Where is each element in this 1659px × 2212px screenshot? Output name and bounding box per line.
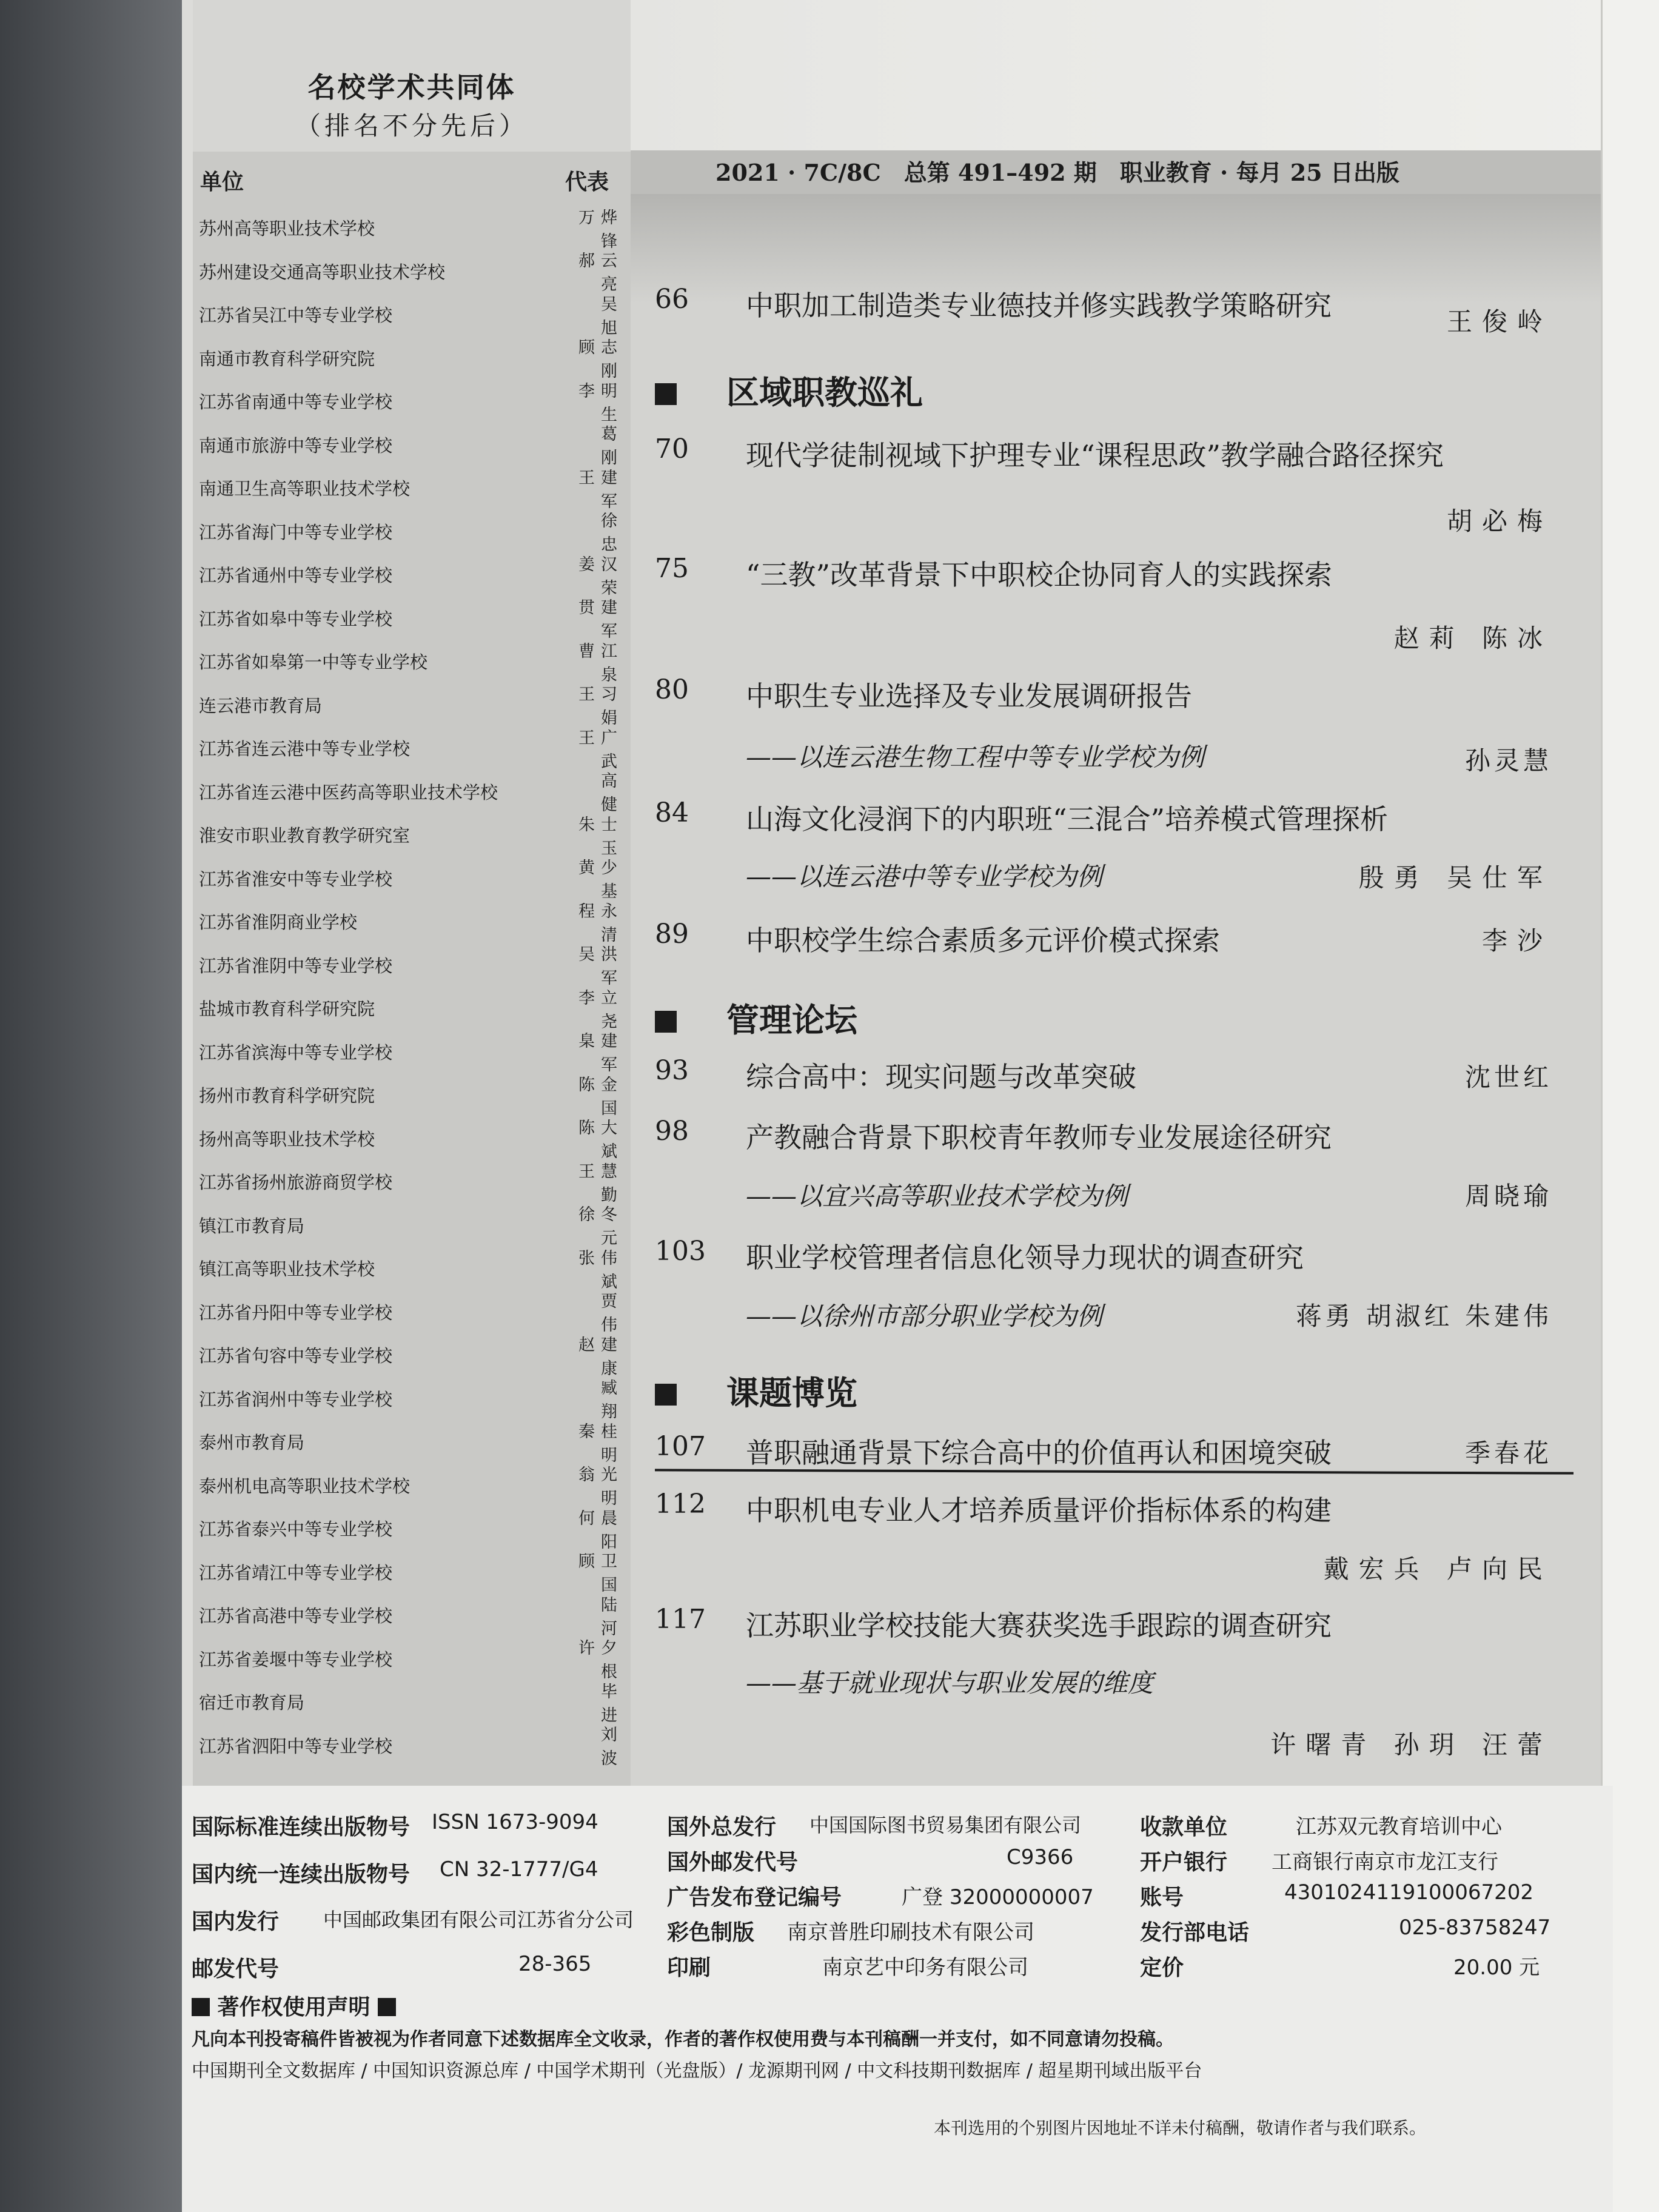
overseas-code-label: 国外邮发代号 [667,1850,799,1875]
page-number: 80 [655,674,689,705]
member-unit: 江苏省如皋中等专业学校 [199,608,393,629]
member-unit: 江苏省淮阴中等专业学校 [199,955,393,976]
payee-label: 收款单位 [1140,1815,1228,1840]
member-row [199,597,623,640]
member-unit: 江苏省连云港中医药高等职业技术学校 [199,782,498,803]
member-row [199,900,623,943]
article-title: 中职机电专业人才培养质量评价指标体系的构建 [746,1494,1332,1527]
member-unit: 江苏省扬州旅游商贸学校 [199,1172,393,1193]
article-subtitle: ——基于就业现状与职业发展的维度 [746,1668,1154,1698]
member-subtitle: （排名不分先后） [295,111,528,141]
section-square-icon [655,1384,677,1406]
article-author: 李沙 [1481,926,1552,956]
member-row [199,1073,623,1117]
member-unit: 苏州高等职业技术学校 [199,218,375,240]
ad-value: 广登 32000000007 [902,1885,1094,1909]
member-rep: 张伟斌 [578,1248,623,1292]
member-row [199,1030,623,1074]
copyright-heading [192,1990,396,2021]
page-number: 117 [655,1604,706,1635]
member-rep: 李立尧 [578,988,623,1031]
article-title: 江苏职业学校技能大赛获奖选手跟踪的调查研究 [746,1609,1332,1642]
member-row [199,1507,623,1550]
page-number: 112 [655,1489,706,1520]
print-label: 印刷 [667,1956,711,1980]
member-rep: 万烨锋 [578,208,623,251]
article-author: 赵莉 陈冰 [1393,623,1552,653]
member-unit: 江苏省润州中等专业学校 [199,1389,393,1410]
article-title: 普职融通背景下综合高中的价值再认和困境突破 [746,1436,1332,1469]
article-subtitle: ——以连云港中等专业学校为例 [746,862,1103,891]
column-header-unit: 单位 [200,170,244,195]
overseas-label: 国外总发行 [667,1815,777,1840]
member-unit: 江苏省海门中等专业学校 [199,521,393,543]
member-unit: 南通市教育科学研究院 [199,348,375,369]
article-author: 孙灵慧 [1464,746,1552,776]
member-rep: 王建军 [578,468,623,511]
member-unit: 江苏省靖江中等专业学校 [199,1562,393,1583]
member-rep: 高 健 [601,772,623,815]
member-rep: 贯建军 [578,598,623,642]
member-rep: 葛 刚 [601,425,623,468]
member-unit: 盐城市教育科学研究院 [199,999,375,1020]
member-row [199,1160,623,1204]
member-unit: 江苏省姜堰中等专业学校 [199,1649,393,1670]
member-rep: 曹江泉 [578,642,623,685]
member-unit: 镇江市教育局 [199,1215,305,1236]
member-title: 名校学术共同体 [307,71,516,104]
member-row [199,1464,623,1507]
member-rep: 秦桂明 [578,1422,623,1465]
member-row [199,1420,623,1464]
page-number: 98 [655,1116,689,1147]
page-number: 103 [655,1236,706,1267]
postal-code-value: 28-365 [518,1952,592,1976]
member-rep: 贾 伟 [601,1292,623,1335]
member-rep: 许夕根 [578,1639,623,1682]
article-title: 中职加工制造类专业德技并修实践教学策略研究 [746,289,1332,322]
account-value: 4301024119100067202 [1284,1880,1534,1905]
member-row [199,423,623,467]
member-row [199,1377,623,1421]
member-row [199,337,623,380]
member-unit: 江苏省丹阳中等专业学校 [199,1302,393,1323]
member-unit: 南通市旅游中等专业学校 [199,435,393,456]
member-row [199,1637,623,1681]
price-label: 定价 [1140,1956,1184,1980]
section-title: 管理论坛 [726,1000,857,1039]
member-rep: 王习娟 [578,685,623,728]
member-rep: 翁光明 [578,1466,623,1509]
copyright-text: 凡向本刊投寄稿件皆被视为作者同意下述数据库全文收录，作者的著作权使用费与本刊稿酬一并支付，如不同意请勿投稿。 [192,2029,1174,2050]
bank-value: 工商银行南京市龙江支行 [1272,1850,1498,1874]
member-row [199,1724,623,1768]
article-title: 中职生专业选择及专业发展调研报告 [746,680,1192,712]
cn-label: 国内统一连续出版物号 [192,1862,411,1887]
section-square-icon [655,383,677,405]
column-header-rep: 代表 [565,170,609,195]
page-number: 93 [655,1055,689,1086]
article-author: 周晓瑜 [1464,1181,1552,1211]
member-row [199,813,623,857]
member-row [199,1247,623,1290]
article-author: 殷勇 吴仕军 [1358,863,1552,893]
member-rep: 王慧勤 [578,1162,623,1205]
member-rep: 郝云亮 [578,252,623,295]
section-title: 区域职教巡礼 [726,373,923,412]
overseas-code-value: C9366 [1007,1845,1074,1869]
color-value: 南京普胜印刷技术有限公司 [787,1920,1034,1945]
member-unit: 连云港市教育局 [199,695,323,716]
member-unit: 江苏省滨海中等专业学校 [199,1042,393,1063]
square-icon [192,1998,210,2016]
member-unit: 宿迁市教育局 [199,1692,305,1714]
article-title: 产教融合背景下职校青年教师专业发展途径研究 [746,1121,1332,1154]
member-unit: 江苏省高港中等专业学校 [199,1606,393,1627]
article-subtitle: ——以宜兴高等职业技术学校为例 [746,1181,1128,1211]
member-row [199,770,623,814]
member-rep: 陆 河 [601,1595,623,1638]
member-unit: 泰州机电高等职业技术学校 [199,1475,411,1496]
member-rep: 姜汉荣 [578,555,623,598]
overseas-value: 中国国际图书贸易集团有限公司 [809,1814,1082,1837]
member-rep: 吴 旭 [601,295,623,338]
image-credit-note: 本刊选用的个别图片因地址不详未付稿酬，敬请作者与我们联系。 [934,2118,1427,2138]
member-rep: 陈大斌 [578,1119,623,1162]
member-rep: 顾卫国 [578,1552,623,1595]
article-title: 中职校学生综合素质多元评价模式探索 [746,924,1220,957]
member-row [199,206,623,250]
member-rep: 程永清 [578,902,623,945]
member-rep: 赵建康 [578,1335,623,1378]
member-unit: 江苏省泗阳中等专业学校 [199,1735,393,1757]
database-list: 中国期刊全文数据库 / 中国知识资源总库 / 中国学术期刊（光盘版）/ 龙源期刊网 / 中文科技期刊数据库 / 超星期刊域出版平台 [192,2060,1202,2082]
member-row [199,510,623,554]
article-author: 戴宏兵 卢向民 [1323,1554,1552,1584]
article-subtitle: ——以徐州市部分职业学校为例 [746,1301,1103,1331]
member-row [199,1290,623,1334]
toc-panel [631,194,1601,1786]
domestic-label: 国内发行 [192,1909,280,1934]
member-unit: 江苏省淮阴商业学校 [199,912,358,933]
page-number: 107 [655,1431,706,1462]
member-rep: 陈金国 [578,1075,623,1118]
phone-value: 025-83758247 [1399,1915,1551,1940]
account-label: 账号 [1140,1885,1184,1910]
cn-value: CN 32-1777/G4 [440,1857,598,1882]
phone-label: 发行部电话 [1140,1920,1250,1945]
member-row [199,380,623,423]
article-title: 山海文化浸润下的内职班“三混合”培养模式管理探析 [746,803,1389,836]
member-unit: 江苏省句容中等专业学校 [199,1346,393,1367]
member-row [199,1333,623,1377]
member-rep: 顾志刚 [578,338,623,381]
ad-label: 广告发布登记编号 [667,1885,842,1910]
member-unit: 江苏省如皋第一中等专业学校 [199,652,428,673]
member-row [199,857,623,900]
member-rep: 王广武 [578,728,623,771]
article-author: 季春花 [1464,1438,1552,1468]
member-rep: 朱士玉 [578,815,623,858]
member-unit: 苏州建设交通高等职业技术学校 [199,261,446,283]
article-author: 胡必梅 [1446,506,1552,536]
member-row [199,1204,623,1247]
print-value: 南京艺中印务有限公司 [822,1956,1028,1980]
member-row [199,1680,623,1724]
section-title: 课题博览 [726,1373,857,1412]
price-value: 20.00 元 [1453,1956,1540,1980]
article-author: 沈世红 [1464,1062,1552,1092]
page-number: 70 [655,434,689,464]
page-number: 89 [655,919,689,950]
member-unit: 江苏省泰兴中等专业学校 [199,1519,393,1540]
member-unit: 江苏省淮安中等专业学校 [199,868,393,890]
background-edge [0,0,182,2212]
member-unit: 扬州市教育科学研究院 [199,1085,375,1107]
member-row [199,1117,623,1161]
page-number: 84 [655,797,689,828]
article-title: 现代学徒制视域下护理专业“课程思政”教学融合路径探究 [746,439,1444,472]
member-rep: 徐冬元 [578,1205,623,1248]
member-unit: 江苏省连云港中等专业学校 [199,739,411,760]
member-row [199,553,623,597]
member-unit: 泰州市教育局 [199,1432,305,1453]
article-author: 蒋勇 胡淑红 朱建伟 [1296,1301,1552,1331]
member-rep: 徐 忠 [601,512,623,555]
member-unit: 江苏省吴江中等专业学校 [199,305,393,326]
article-author: 许曙青 孙玥 汪蕾 [1270,1730,1552,1760]
article-title: 综合高中：现实问题与改革突破 [746,1061,1136,1093]
page-number: 75 [655,553,689,584]
member-list [199,206,623,1767]
member-unit: 江苏省南通中等专业学校 [199,392,393,413]
member-unit: 扬州高等职业技术学校 [199,1128,375,1150]
member-unit: 淮安市职业教育教学研究室 [199,825,411,846]
member-row [199,943,623,987]
member-rep: 李明生 [578,381,623,424]
member-row [199,293,623,337]
member-rep: 刘 波 [601,1726,623,1769]
member-row [199,683,623,727]
color-label: 彩色制版 [667,1920,755,1945]
member-unit: 镇江高等职业技术学校 [199,1259,375,1280]
article-author: 王俊岭 [1446,307,1552,337]
member-row [199,466,623,510]
domestic-value: 中国邮政集团有限公司江苏省分公司 [323,1908,634,1931]
member-rep: 吴洪军 [578,945,623,988]
payee-value: 江苏双元教育培训中心 [1296,1815,1502,1839]
member-row [199,726,623,770]
section-square-icon [655,1011,677,1033]
issue-line: 2021 · 7C/8C 总第 491–492 期 职业教育 · 每月 25 日出版 [716,159,1399,186]
article-subtitle: ——以连云港生物工程中等专业学校为例 [746,742,1205,772]
member-row [199,250,623,293]
member-rep: 毕 进 [601,1682,623,1725]
member-rep: 黄少基 [578,859,623,902]
member-row [199,987,623,1030]
issn-label: 国际标准连续出版物号 [192,1815,411,1840]
member-rep: 臧 翔 [601,1379,623,1422]
article-title: 职业学校管理者信息化领导力现状的调查研究 [746,1241,1304,1274]
member-row [199,1550,623,1594]
member-rep: 臬建军 [578,1032,623,1075]
article-title: “三教”改革背景下中职校企协同育人的实践探索 [746,558,1333,591]
member-unit: 南通卫生高等职业技术学校 [199,478,411,500]
issn-value: ISSN 1673-9094 [432,1810,598,1834]
member-row [199,1594,623,1637]
member-unit: 江苏省通州中等专业学校 [199,565,393,586]
member-row [199,640,623,683]
bank-label: 开户银行 [1140,1850,1228,1875]
copyright-title: 著作权使用声明 [217,1995,370,2020]
page-number: 66 [655,284,689,315]
square-icon [378,1998,396,2016]
member-rep: 何晨阳 [578,1509,623,1552]
postal-code-label: 邮发代号 [192,1957,280,1982]
